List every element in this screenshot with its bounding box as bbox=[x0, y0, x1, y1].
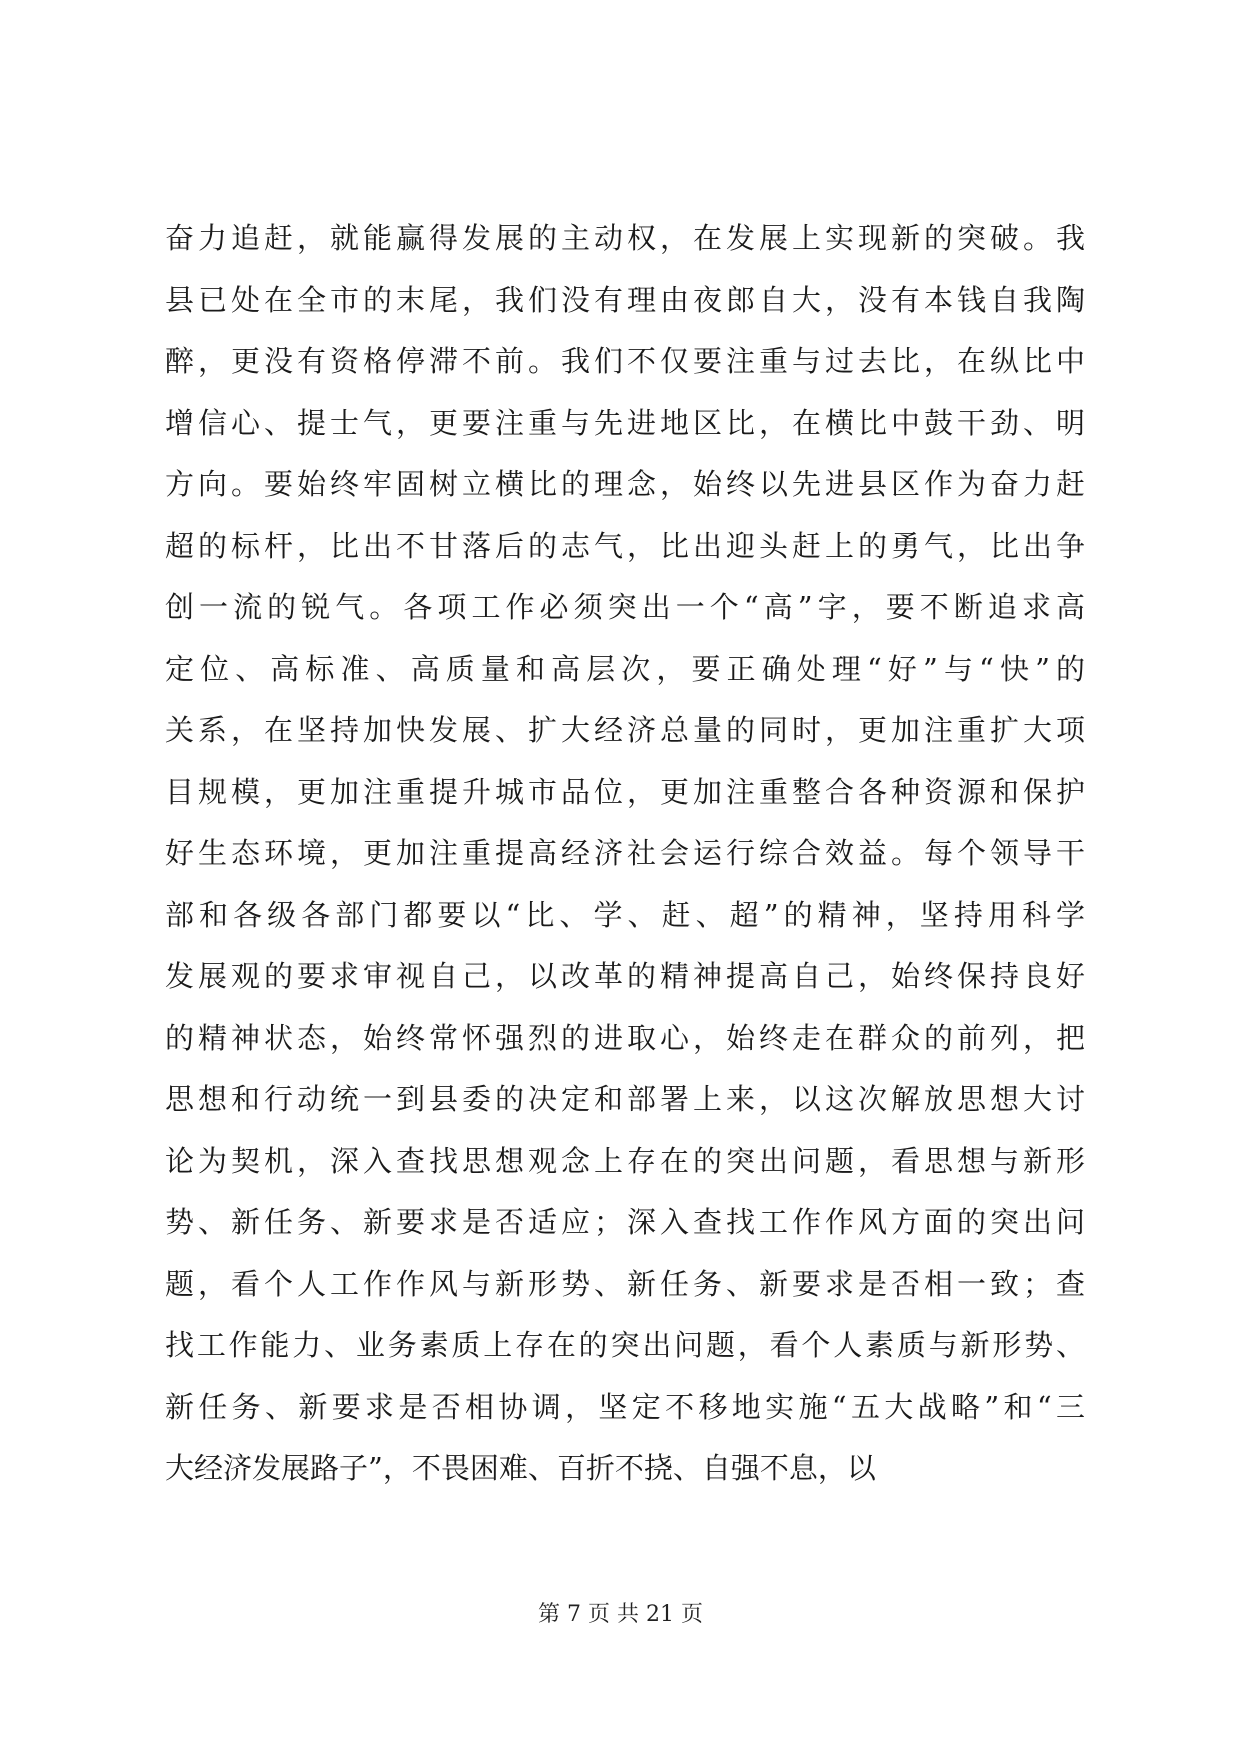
text-line: 发展观的要求审视自己，以改革的精神提高自己，始终保持良好 bbox=[165, 959, 1085, 993]
text-line: 方向。要始终牢固树立横比的理念，始终以先进县区作为奋力赶 bbox=[165, 467, 1085, 501]
text-line: 的精神状态，始终常怀强烈的进取心，始终走在群众的前列，把 bbox=[165, 1020, 1085, 1055]
text-line: 县已处在全市的末尾，我们没有理由夜郎自大，没有本钱自我陶 bbox=[165, 282, 1085, 317]
text-line: 奋力追赶，就能赢得发展的主动权，在发展上实现新的突破。我 bbox=[165, 221, 1085, 255]
text-line: 目规模，更加注重提升城市品位，更加注重整合各种资源和保护 bbox=[165, 774, 1085, 809]
text-line: 势、新任务、新要求是否适应；深入查找工作作风方面的突出问 bbox=[165, 1205, 1085, 1239]
text-line: 思想和行动统一到县委的决定和部署上来，以这次解放思想大讨 bbox=[165, 1082, 1085, 1116]
text-line: 部和各级各部门都要以“比、学、赶、超”的精神，坚持用科学 bbox=[165, 897, 1085, 932]
text-line: 增信心、提士气，更要注重与先进地区比，在横比中鼓干劲、明 bbox=[165, 405, 1085, 440]
text-line: 新任务、新要求是否相协调，坚定不移地实施“五大战略”和“三 bbox=[165, 1389, 1085, 1424]
text-line: 题，看个人工作作风与新形势、新任务、新要求是否相一致；查 bbox=[165, 1266, 1085, 1301]
text-line: 醉，更没有资格停滞不前。我们不仅要注重与过去比，在纵比中 bbox=[165, 344, 1085, 378]
text-line: 关系，在坚持加快发展、扩大经济总量的同时，更加注重扩大项 bbox=[165, 713, 1085, 747]
text-line: 定位、高标准、高质量和高层次，要正确处理“好”与“快”的 bbox=[165, 651, 1085, 686]
text-line: 创一流的锐气。各项工作必须突出一个“高”字，要不断追求高 bbox=[165, 590, 1085, 624]
text-line: 超的标杆，比出不甘落后的志气，比出迎头赶上的勇气，比出争 bbox=[165, 528, 1085, 563]
body-text bbox=[165, 208, 1085, 1500]
text-line: 找工作能力、业务素质上存在的突出问题，看个人素质与新形势、 bbox=[165, 1328, 1085, 1362]
text-line-last: 大经济发展路子”，不畏困难、百折不挠、自强不息，以 bbox=[165, 1451, 876, 1485]
text-line: 论为契机，深入查找思想观念上存在的突出问题，看思想与新形 bbox=[165, 1143, 1085, 1178]
page-number-footer: 第 7 页 共 21 页 bbox=[538, 1602, 703, 1627]
text-line: 好生态环境，更加注重提高经济社会运行综合效益。每个领导干 bbox=[165, 836, 1085, 870]
